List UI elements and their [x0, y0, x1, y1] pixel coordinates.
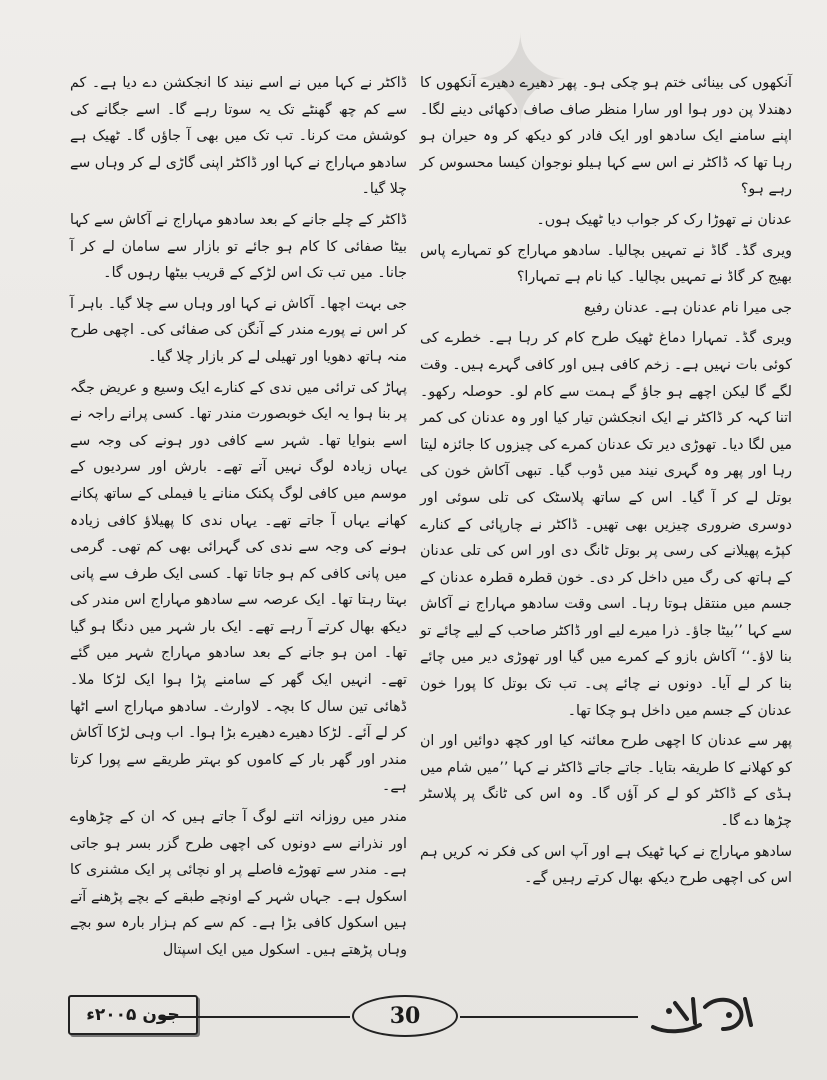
paragraph: عدنان نے تھوڑا رک کر جواب دیا ٹھیک ہوں۔: [536, 211, 792, 228]
paragraph: ڈاکٹر نے کہا میں نے اسے نیند کا انجکشن دے دیا ہے۔ کم سے کم چھ گھنٹے تک یہ سوتا رہے گا۔ اسے جگانے کی کوشش مت کرنا۔ تب تک میں بھی آ جاؤں گا۔ ٹھیک ہے سادھو مہاراج نے کہا اور ڈاکٹر اپنی گاڑی لے کر وہاں سے چلا گیا۔: [70, 75, 407, 198]
paragraph: مندر میں روزانہ اتنے لوگ آ جاتے ہیں کہ ان کے چڑھاوے اور نذرانے سے دونوں کی اچھی طرح گزر بسر ہو جاتی ہے۔ مندر سے تھوڑے فاصلے پر او نچائی پر ایک مشنری کا اسکول ہے۔ جہاں شہر کے اونچے طبقے کے بچے پڑھنے آتے ہیں اسکول کافی بڑا ہے۔ کم سے کم ہزار بارہ سو بچے وہاں پڑھتے ہیں۔ اسکول میں ایک اسپتال: [70, 809, 407, 958]
footer-divider: [160, 1016, 350, 1018]
paragraph: پہاڑ کی ترائی میں ندی کے کنارے ایک وسیع و عریض جگہ پر بنا ہوا یہ ایک خوبصورت مندر تھا۔ کسی پرانے راجہ نے اسے بنوایا تھا۔ شہر سے کافی دور ہونے کی وجہ سے یہاں زیادہ لوگ نہیں آتے تھے۔ بارش اور سردیوں کے موسم میں کافی لوگ پکنک منانے یا فیملی کے ساتھ پکانے کھانے یہاں آ جاتے تھے۔ یہاں ندی کا پھیلاؤ کافی زیادہ ہونے کی وجہ سے ندی کی گہرائی بھی کم تھی۔ گرمی میں پانی کافی کم ہو جاتا تھا۔ کسی ایک طرف سے پانی بہتا رہتا تھا۔ ایک عرصہ سے سادھو مہاراج اس مندر کی دیکھ بھال کرتے آ رہے تھے۔ ایک بار شہر میں دنگا ہو گیا تھا۔ امن ہو جانے کے بعد سادھو مہاراج شہر میں گئے تھے۔ انہیں ایک گھر کے سامنے پڑا ہوا ایک لڑکا ملا۔ ڈھائی تین سال کا بچہ۔ لاوارث۔ سادھو مہاراج اسے اٹھا کر لے آئے۔ لڑکا دھیرے دھیرے بڑا ہوا۔ اب وہی لڑکا آکاش مندر اور گھر بار کے کاموں کو بہتر طریقے سے پورا کرتا ہے۔: [70, 379, 407, 795]
column-right: [420, 70, 792, 896]
paragraph: ویری گڈ۔ تمہارا دماغ ٹھیک طرح کام کر رہا ہے۔ خطرے کی کوئی بات نہیں ہے۔ زخم کافی ہیں اور کافی گہرے ہیں۔ وقت لگے گا لیکن اچھے ہو جاؤ گے ہمت سے کام لو۔ حوصلہ رکھو۔ اتنا کہہ کر ڈاکٹر نے ایک انجکشن تیار کیا اور وہ عدنان کی کمر میں لگا دیا۔ تھوڑی دیر تک عدنان کمرے کی چیزوں کا جائزہ لیتا رہا اور پھر وہ گہری نیند میں ڈوب گیا۔ تبھی آکاش خون کی بوتل لے کر آ گیا۔ اس کے ساتھ پلاسٹک کی تلی سوئی اور دوسری ضروری چیزیں بھی تھیں۔ ڈاکٹر نے چارپائی کے کنارے کپڑے پھیلانے کی رسی پر بوتل ٹانگ دی اور اس کی تلی عدنان کے ہاتھ کی رگ میں داخل کر دی۔ خون قطرہ قطرہ عدنان کے جسم میں منتقل ہوتا رہا۔ اسی وقت سادھو مہاراج نے آکاش سے کہا ’’بیٹا جاؤ۔ ذرا میرے لیے اور ڈاکٹر صاحب کے لیے چائے تو بنا لاؤ۔‘‘ آکاش بازو کے کمرے میں گیا اور تھوڑی دیر میں چائے بنا کر لے آیا۔ دونوں نے چائے پی۔ تب تک بوتل کا پورا خون عدنان کے جسم میں داخل ہو چکا تھا۔: [420, 330, 792, 719]
page-footer: [0, 985, 827, 1045]
background-watermark: ✦: [470, 12, 571, 151]
paragraph: آنکھوں کی بینائی ختم ہو چکی ہو۔ پھر دھیرے دھیرے آنکھوں کا دھندلا پن دور ہوا اور سارا منظر صاف صاف دکھائی دینے لگا۔ اپنے سامنے ایک سادھو اور ایک فادر کو دیکھ کر وہ حیران ہو رہا تھا کہ ڈاکٹر نے اس سے کہا ہیلو نوجوان کیسا محسوس کر رہے ہو؟: [420, 75, 792, 198]
issue-date: جون ۲۰۰۵ء: [68, 995, 198, 1035]
paragraph: ڈاکٹر کے چلے جانے کے بعد سادھو مہاراج نے آکاش سے کہا بیٹا صفائی کا کام ہو جائے تو بازار سے سامان لے کر آ جانا۔ میں تب تک اس لڑکے کے قریب بیٹھا رہوں گا۔: [70, 211, 407, 282]
magazine-logo-icon: [645, 989, 760, 1039]
paragraph: پھر سے عدنان کا اچھی طرح معائنہ کیا اور کچھ دوائیں اور ان کو کھلانے کا طریقہ بتایا۔ جاتے جاتے ڈاکٹر نے کہا ’’میں شام میں ہڈی کے ڈاکٹر کو لے کر آؤں گا۔ وہ اس کی ٹانگ پر پلاسٹر چڑھا دے گا۔: [420, 733, 792, 830]
paragraph: سادھو مہاراج نے کہا ٹھیک ہے اور آپ اس کی فکر نہ کریں ہم اس کی اچھی طرح دیکھ بھال کرتے رہیں گے۔: [420, 843, 792, 887]
paragraph: جی میرا نام عدنان ہے۔ عدنان رفیع: [584, 299, 792, 316]
paragraph: جی بہت اچھا۔ آکاش نے کہا اور وہاں سے چلا گیا۔ باہر آ کر اس نے پورے مندر کے آنگن کی صفائی کی۔ اچھی طرح منہ ہاتھ دھویا اور تھیلی لے کر بازار چلا گیا۔: [70, 295, 407, 365]
column-left: [70, 70, 407, 968]
paragraph: ویری گڈ۔ گاڈ نے تمہیں بچالیا۔ سادھو مہاراج کو تمہارے پاس بھیج کر گاڈ نے تمہیں بچالیا۔ کیا نام ہے تمہارا؟: [420, 242, 792, 286]
page-number: 30: [352, 995, 458, 1037]
footer-divider: [460, 1016, 638, 1018]
